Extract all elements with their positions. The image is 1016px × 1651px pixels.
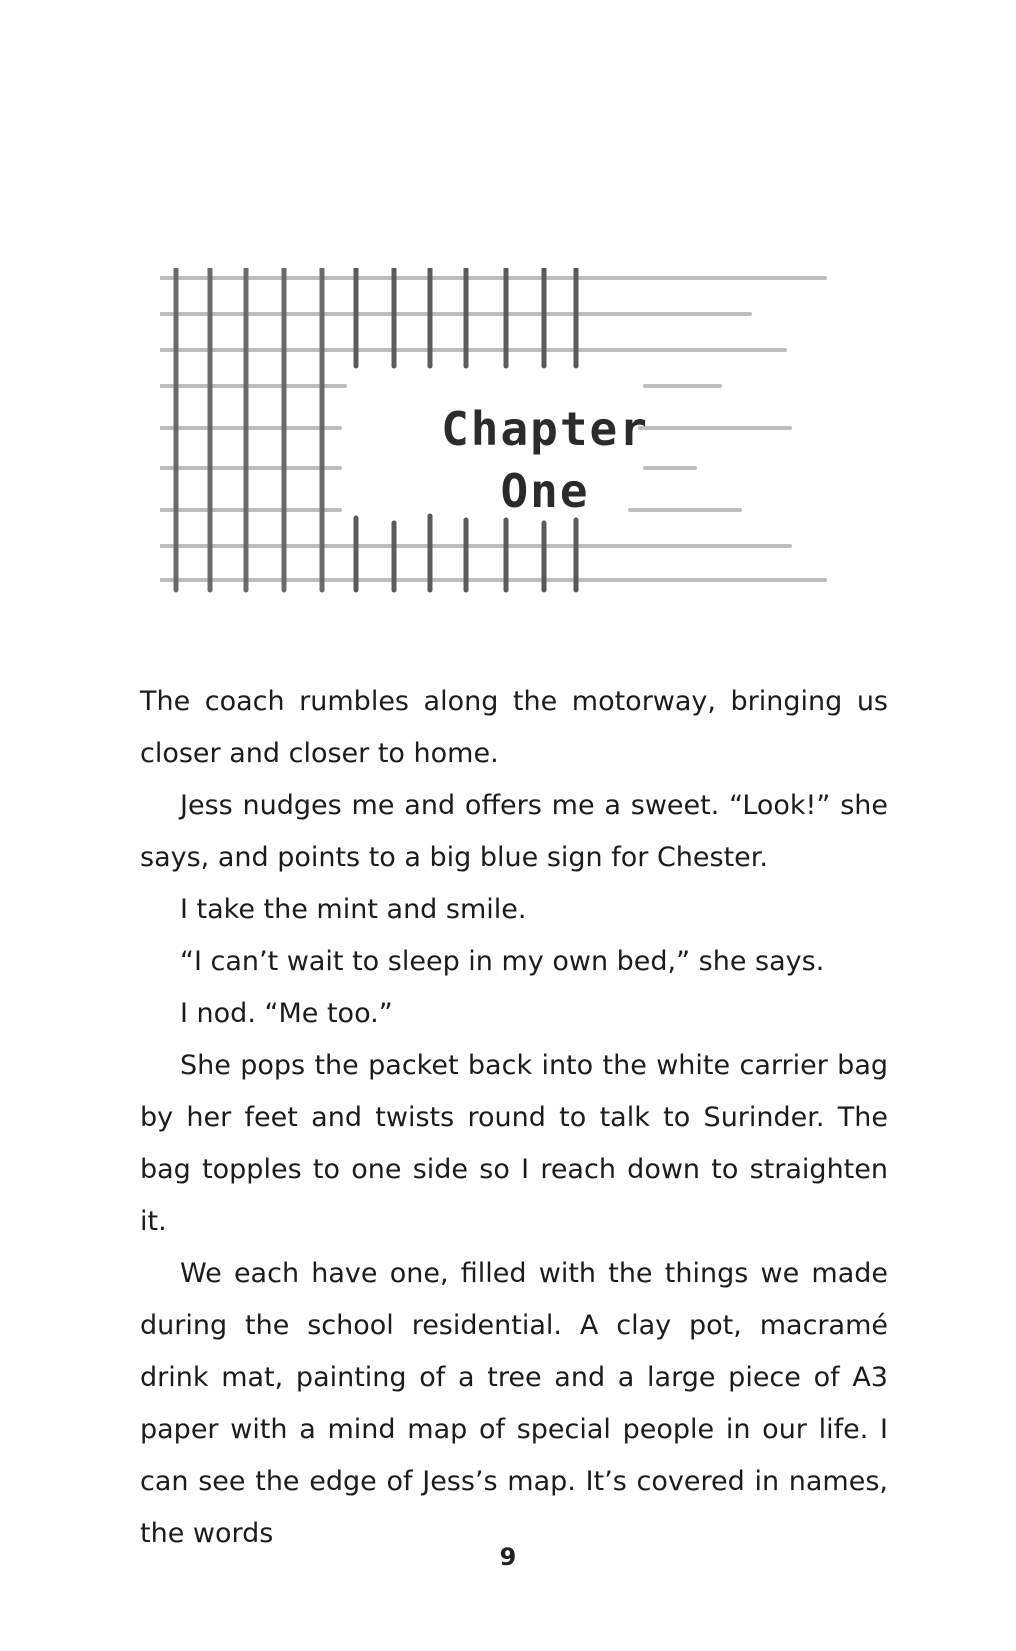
chapter-title xyxy=(385,398,705,522)
chapter-number: One xyxy=(500,464,590,518)
paragraph: I nod. “Me too.” xyxy=(180,998,393,1029)
paragraph: We each have one, filled with the things we made during the school residential. A clay pot, macramé drink mat, painting of a tree and a large piece of A3 paper with a mind map of special people in our life. I can see the edge of Jess’s map. It’s covered in names, the words xyxy=(140,1258,888,1549)
page-number: 9 xyxy=(499,1543,517,1571)
chapter-word: Chapter xyxy=(441,402,649,456)
paragraph: I take the mint and smile. xyxy=(180,894,527,925)
paragraph: She pops the packet back into the white carrier bag by her feet and twists round to talk to Surinder. The bag topples to one side so I reach down to straighten it. xyxy=(140,1050,888,1237)
body-text xyxy=(140,676,888,1560)
paragraph: Jess nudges me and offers me a sweet. “Look!” she says, and points to a big blue sign for Chester. xyxy=(140,790,888,873)
chapter-heading-block xyxy=(160,268,880,628)
paragraph: “I can’t wait to sleep in my own bed,” she says. xyxy=(180,946,825,977)
paragraph: The coach rumbles along the motorway, bringing us closer and closer to home. xyxy=(140,686,888,769)
